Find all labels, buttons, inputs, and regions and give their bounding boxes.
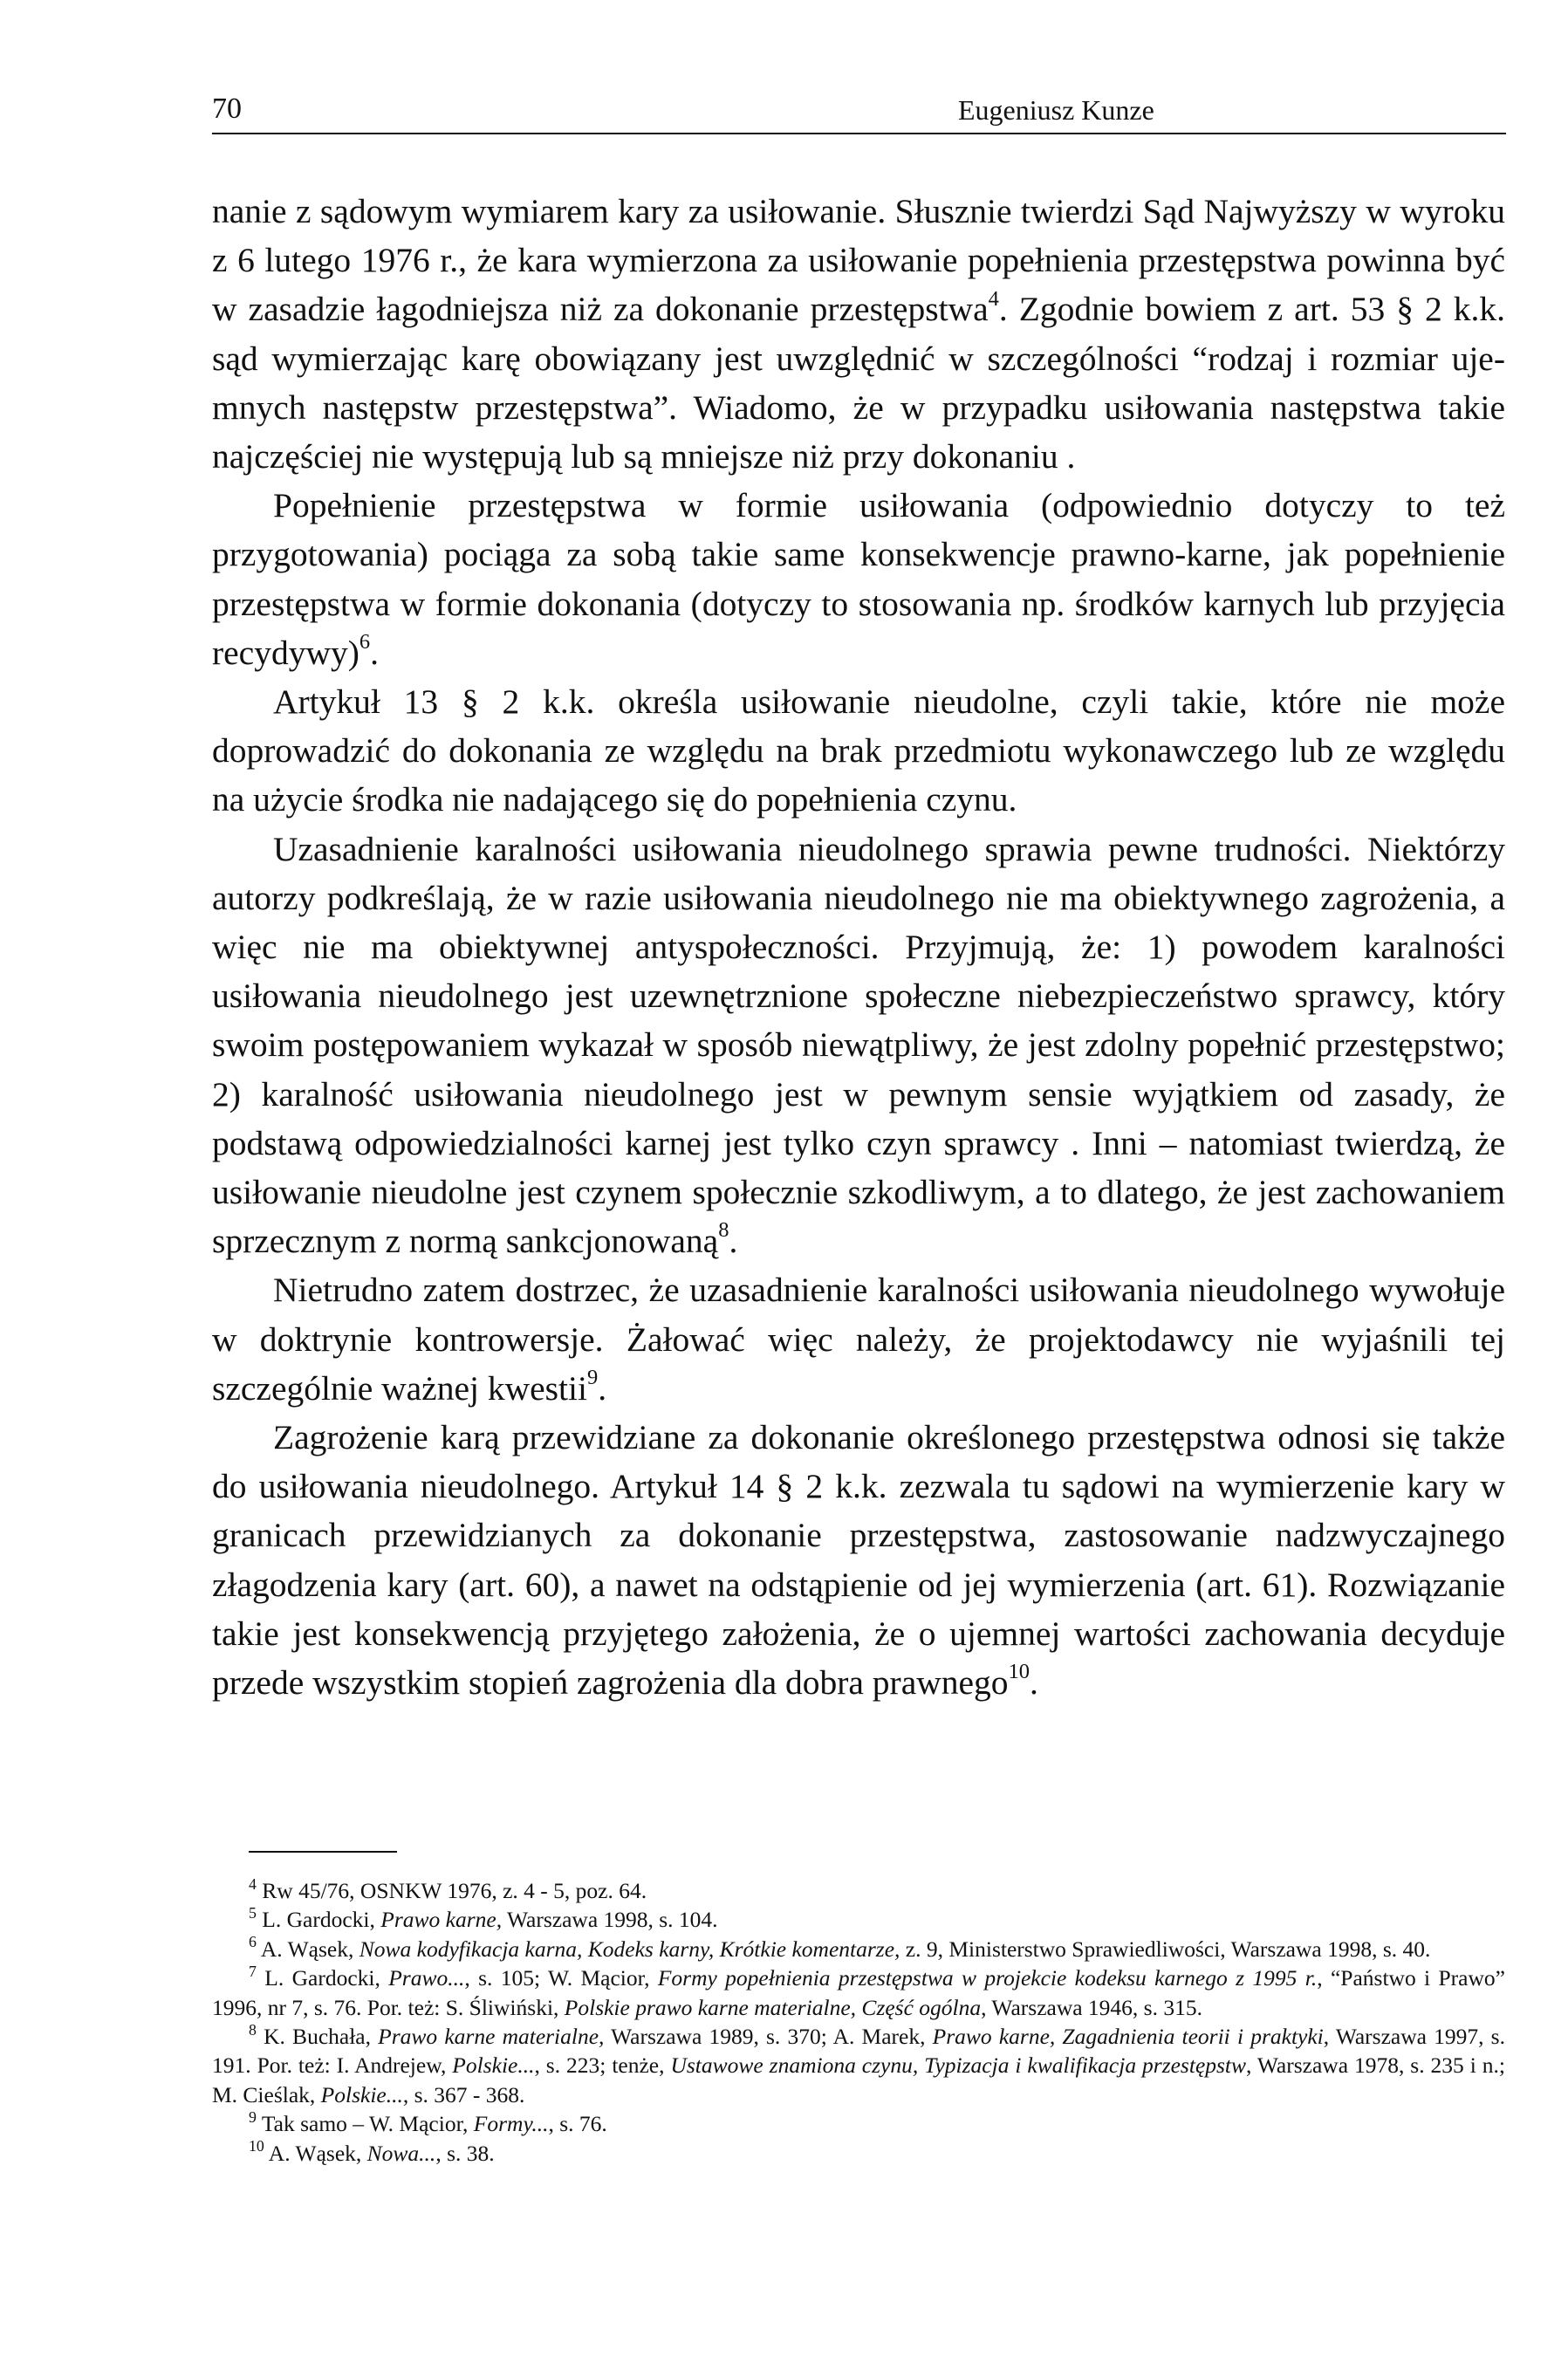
text-run: Zagrożenie karą przewidziane za dokonanie określonego przestępstwa odnosi się także do usiłowania nieudolnego. Artykuł 14 § 2 k.k. zezwala tu sądowi na wymierzenie kary w granicach przewidzianych za dokonanie przestępstwa, zastosowanie nadzwyczajnego złagodzenia kary (art. 60), a nawet na odstąpienie od jej wymierzenia (art. 61). Rozwiązanie takie jest konsekwencją przyjętego założenia, że o ujemnej wartości zachowania decyduje przede wszystkim stopień zagrożenia dla dobra prawnego — [212, 1418, 1505, 1703]
text-run: L. Gardocki, — [256, 1965, 389, 1991]
text-run: . — [1030, 1663, 1038, 1703]
italic-title: Formy popełnienia przestępstwa w projekcie kodeksu karnego z 1995 r. — [657, 1965, 1318, 1991]
footnote-number: 5 — [249, 1904, 257, 1922]
body-paragraph — [212, 825, 1505, 1266]
footnote-number: 7 — [249, 1962, 257, 1980]
text-run: . Zgodnie bowiem z art. 53 § 2 k.k. sąd wymierzając karę obowiązany jest uwzględnić w szczególności “rodzaj i rozmiar ujemnych następstw przestępstwa”. Wiadomo, że w przypadku usiłowania następstwa takie najczęściej nie występują lub są mniejsze niż przy dokonaniu . — [212, 290, 1505, 476]
footnote-reference: 6 — [359, 630, 371, 654]
footnote — [212, 1876, 1505, 1905]
text-run: L. Gardocki, — [256, 1907, 381, 1933]
text-run: Uzasadnienie karalności usiłowania nieudolnego sprawia pewne trudności. Niektórzy autorzy podkreślają, że w razie usiłowania nieudolnego nie ma obiektywnego zagrożenia, a więc nie ma obiektywnej antyspołeczności. Przyjmują, że: 1) powodem karalności usiłowania nieudolnego jest uzewnętrznione społeczne niebezpieczeństwo sprawcy, który swoim postępowaniem wykazał w sposób niewątpliwy, że jest zdolny popełnić przestępstwo; 2) karalność usiłowania nieudolnego jest w pewnym sensie wyjątkiem od zasady, że podstawą odpowiedzialności karnej jest tylko czyn sprawcy . Inni – natomiast twierdzą, że usiłowanie nieudolne jest czynem społecznie szkodliwym, a to dlatego, że jest zachowaniem sprzecznym z normą sankcjonowaną — [212, 829, 1505, 1261]
text-run: , s. 367 - 368. — [402, 2081, 525, 2107]
footnote-number: 10 — [249, 2137, 264, 2155]
footnote-number: 4 — [249, 1874, 257, 1893]
text-run: . — [370, 633, 380, 672]
footnote-separator — [249, 1851, 397, 1853]
italic-title: Nowa kodyfikacja karna, Kodeks karny, Krótkie komentarze, — [359, 1936, 900, 1962]
text-run: Artykuł 13 § 2 k.k. określa usiłowanie nieudolne, czyli takie, które nie może doprowadzić do dokonania ze względu na brak przedmiotu wykonawczego lub ze względu na użycie środka nie nadającego się do popełnienia czynu. — [212, 682, 1505, 819]
italic-title: Prawo karne materialne, — [378, 2024, 605, 2050]
text-run: Warszawa 1998, s. 104. — [502, 1907, 718, 1933]
text-run: , “Państwo i Prawo” 1996, nr 7, s. 76. Por. też: S. Śliwiński, — [212, 1965, 1505, 2020]
text-run: , Warszawa 1946, s. 315. — [981, 1994, 1202, 2020]
body-paragraph — [212, 677, 1505, 825]
main-text — [212, 187, 1505, 1707]
italic-title: Prawo karne, Zagadnienia teorii i praktyki — [932, 2024, 1324, 2050]
italic-title: Ustawowe znamiona czynu, Typizacja i kwalifikacja przestępstw — [670, 2052, 1247, 2079]
footnote-number: 6 — [249, 1933, 257, 1951]
running-head-author: Eugeniusz Kunze — [958, 94, 1154, 126]
header-rule — [212, 133, 1506, 134]
text-run: z. 9, Ministerstwo Sprawiedliwości, Warszawa 1998, s. 40. — [900, 1936, 1431, 1962]
footnote-number: 9 — [249, 2107, 257, 2126]
page-number: 70 — [212, 93, 242, 125]
italic-title: Prawo karne, — [380, 1907, 503, 1933]
text-run: . — [729, 1222, 738, 1261]
text-run: Tak samo – W. Mącior, — [256, 2111, 474, 2137]
text-run: , s. 38. — [435, 2140, 495, 2166]
text-run: . — [598, 1368, 607, 1408]
footnote — [212, 2022, 1505, 2109]
footnote-number: 8 — [249, 2020, 257, 2039]
italic-title: Polskie prawo karne materialne, Część ogólna — [564, 1994, 982, 2020]
footnote-reference: 8 — [718, 1218, 729, 1243]
body-paragraph — [212, 1413, 1505, 1707]
footnote — [212, 2139, 1505, 2168]
footnote — [212, 1963, 1505, 2022]
footnote — [212, 2109, 1505, 2138]
text-run: , Warszawa 1978, s. 235 i n.; M. Cieślak, — [212, 2052, 1505, 2107]
text-run: K. Buchała, — [256, 2024, 379, 2050]
italic-title: Prawo... — [388, 1965, 465, 1991]
body-paragraph — [212, 187, 1505, 481]
italic-title: Nowa... — [366, 2140, 436, 2166]
footnotes — [212, 1876, 1505, 2168]
text-run: , s. 76. — [548, 2111, 607, 2137]
italic-title: Formy... — [473, 2111, 549, 2137]
body-paragraph — [212, 481, 1505, 677]
text-run: Warszawa 1989, s. 370; A. Marek, — [604, 2024, 933, 2050]
italic-title: Polskie... — [452, 2052, 535, 2079]
text-run: A. Wąsek, — [256, 1936, 359, 1962]
text-run: Popełnienie przestępstwa w formie usiłowania (odpowiednio dotyczy to też przygotowania) pociąga za sobą takie same konsekwencje prawno-karne, jak popełnienie przestępstwa w formie dokonania (dotyczy to stosowania np. środków karnych lub przyjęcia recydywy) — [212, 486, 1505, 672]
running-head — [212, 87, 1506, 136]
text-run: , Warszawa 1997, s. 191. Por. też: I. Andrejew, — [212, 2024, 1505, 2079]
footnote — [212, 1905, 1505, 1934]
body-paragraph — [212, 1265, 1505, 1413]
text-run: nanie z sądowym wymiarem kary za usiłowanie. Słusznie twierdzi Sąd Najwyższy w wyroku z 6 lutego 1976 r., że kara wymierzona za usiłowanie popełnienia przestępstwa powinna być w zasadzie łagodniejsza niż za dokonanie przestępstwa — [212, 192, 1505, 329]
text-run: , s. 223; tenże, — [534, 2052, 671, 2079]
text-run: A. Wąsek, — [264, 2140, 367, 2166]
text-run: Rw 45/76, OSNKW 1976, z. 4 - 5, poz. 64. — [256, 1878, 647, 1903]
text-run: , s. 105; W. Mącior, — [464, 1965, 658, 1991]
italic-title: Polskie... — [320, 2081, 403, 2107]
footnote-reference: 10 — [1008, 1660, 1030, 1684]
footnote — [212, 1935, 1505, 1963]
footnote-reference: 9 — [586, 1366, 599, 1390]
footnote-reference: 4 — [988, 286, 999, 311]
text-run: Nietrudno zatem dostrzec, że uzasadnienie karalności usiłowania nieudolnego wywołuje w doktrynie kontrowersje. Żałować więc należy, że projektodawcy nie wyjaśnili tej szczególnie ważnej kwestii — [212, 1271, 1505, 1408]
